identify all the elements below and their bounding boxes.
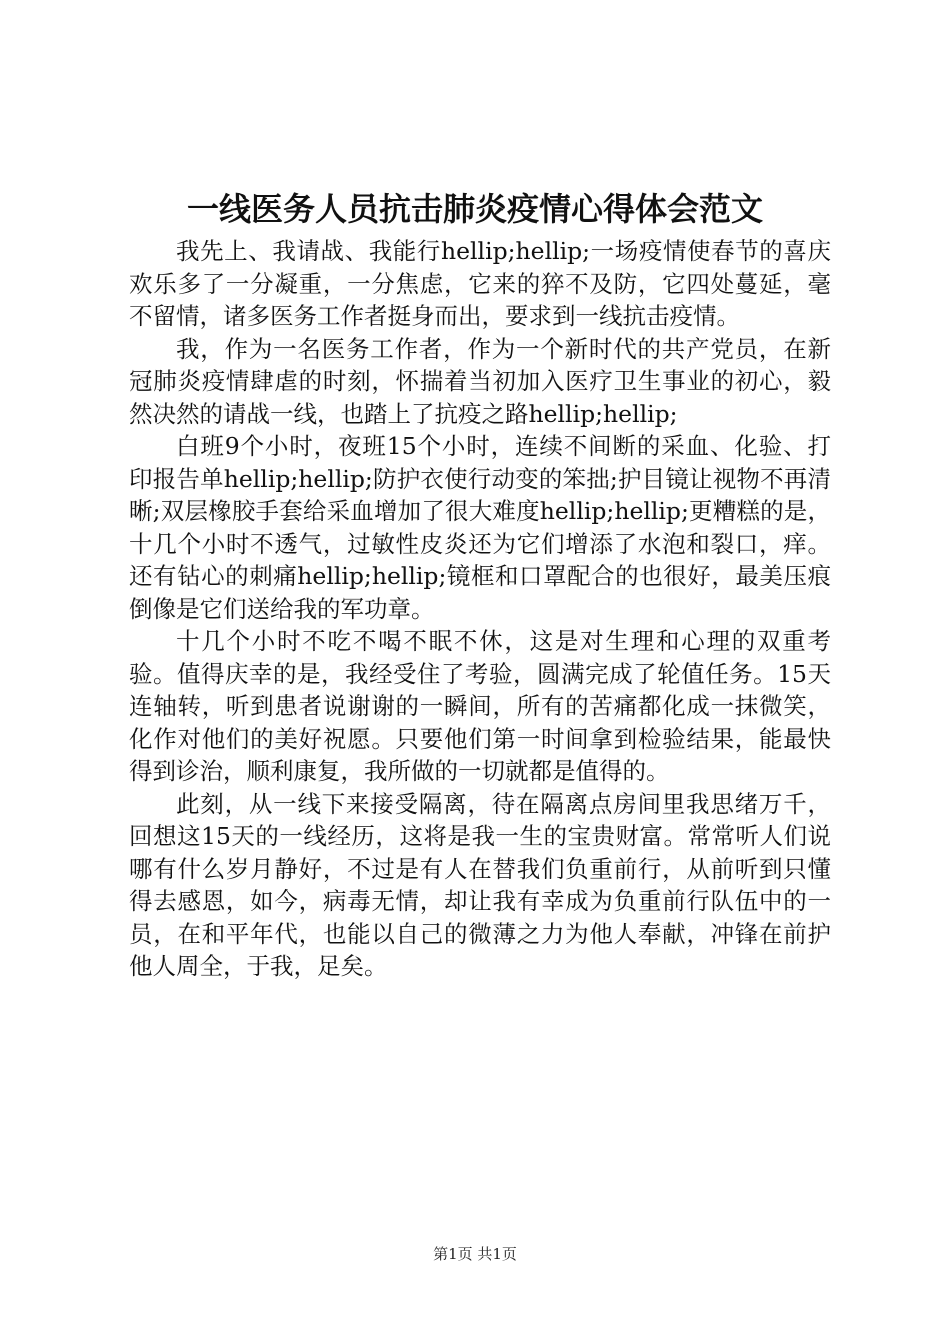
paragraph-3: 白班9个小时，夜班15个小时，连续不间断的采血、化验、打印报告单hellip;hellip;防护衣使行动变的笨拙;护目镜让视物不再清晰;双层橡胶手套给采血增加了很大难度hellip;hellip;更糟糕的是，十几个小时不透气，过敏性皮炎还为它们增添了水泡和裂口，痒。还有钻心的刺痛hellip;hellip;镜框和口罩配合的也很好，最美压痕倒像是它们送给我的军功章。: [129, 432, 831, 623]
page-number-footer: 第1页 共1页: [433, 1245, 517, 1263]
paragraph-1: 我先上、我请战、我能行hellip;hellip;一场疫情使春节的喜庆欢乐多了一分凝重，一分焦虑，它来的猝不及防，它四处蔓延，毫不留情，诸多医务工作者挺身而出，要求到一线抗击疫情。: [129, 237, 831, 330]
document-body: [129, 235, 831, 983]
paragraph-5: 此刻，从一线下来接受隔离，待在隔离点房间里我思绪万千，回想这15天的一线经历，这将是我一生的宝贵财富。常常听人们说哪有什么岁月静好，不过是有人在替我们负重前行，从前听到只懂得去感恩，如今，病毒无情，却让我有幸成为负重前行队伍中的一员，在和平年代，也能以自己的微薄之力为他人奉献，冲锋在前护他人周全，于我，足矣。: [129, 789, 831, 980]
document-title: 一线医务人员抗击肺炎疫情心得体会范文: [186, 190, 763, 228]
paragraph-4: 十几个小时不吃不喝不眠不休，这是对生理和心理的双重考验。值得庆幸的是，我经受住了考验，圆满完成了轮值任务。15天连轴转，听到患者说谢谢的一瞬间，所有的苦痛都化成一抹微笑，化作对他们的美好祝愿。只要他们第一时间拿到检验结果，能最快得到诊治，顺利康复，我所做的一切就都是值得的。: [129, 627, 831, 785]
paragraph-2: 我，作为一名医务工作者，作为一个新时代的共产党员，在新冠肺炎疫情肆虐的时刻，怀揣着当初加入医疗卫生事业的初心，毅然决然的请战一线，也踏上了抗疫之路hellip;hellip;: [129, 334, 831, 428]
